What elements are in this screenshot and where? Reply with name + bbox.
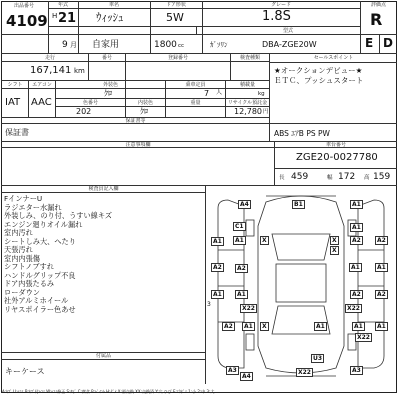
warranty-value: 保証書 [5, 128, 29, 137]
comment-line: 外装しみ、のり付、うすい線キズ [4, 211, 113, 220]
score-value: R [370, 10, 383, 29]
size-h-label: 高 [364, 175, 370, 181]
lot-number: 4109 [6, 12, 48, 30]
damage-mark: A1 [237, 291, 246, 298]
damage-mark: X [332, 237, 337, 244]
warranty-label: 保証書等 [125, 118, 146, 124]
year-label: 年式 [57, 2, 68, 8]
load-label: 積載量 [239, 82, 255, 88]
comment-line: ラジエター水漏れ [4, 202, 62, 212]
damage-mark: B1 [294, 201, 303, 208]
recycle-fee-unit: 円 [263, 109, 269, 115]
damage-mark: X [332, 247, 337, 254]
size-w-value: 172 [338, 172, 356, 182]
usage-value: 自家用 [92, 40, 120, 50]
mileage-label: 走行 [44, 55, 55, 61]
damage-mark: X [262, 323, 267, 330]
doors-label: ドア形状 [166, 2, 186, 8]
damage-mark: A1 [213, 238, 222, 245]
comment-line: ドア内張たるみ [4, 279, 55, 288]
chassis-label: 車台番号 [325, 142, 346, 148]
ac-label: エアコン [32, 82, 52, 88]
capacity-unit: 人 [216, 89, 223, 96]
size-h-value: 159 [373, 172, 391, 182]
damage-mark: X [262, 237, 267, 244]
capacity-label: 乗車定員 [185, 82, 206, 88]
damage-mark: X22 [298, 369, 311, 376]
damage-mark: A2 [352, 237, 361, 244]
model-value: DBA-ZGE20W [262, 40, 317, 49]
comment-line: リヤスポイラー色あせ [4, 304, 76, 314]
damage-mark: X22 [357, 334, 370, 341]
car-name: ｳｨｯｼｭ [96, 11, 124, 24]
damage-mark: A3 [352, 367, 361, 374]
damage-mark: X22 [242, 305, 255, 312]
size-l-value: 459 [291, 172, 309, 182]
shift-value: IAT [5, 97, 21, 108]
color-value: ｸﾛ [104, 89, 112, 98]
damage-mark: A1 [316, 323, 325, 330]
accessories-label: 付属品 [95, 353, 111, 359]
damage-mark: A4 [242, 373, 251, 380]
equipment-value: ABS ｴｱB PS PW [274, 129, 330, 138]
grade-value: 1.8S [262, 9, 291, 24]
sales-point-line: ★オークションデビュー★ [274, 66, 363, 75]
accessories-value: キーケース [5, 367, 45, 376]
damage-mark: U3 [313, 355, 323, 362]
damage-mark: A1 [352, 224, 361, 231]
chassis-value: ZGE20-0027780 [296, 152, 378, 163]
comment-line: ローダウン [4, 287, 40, 297]
damage-mark: A1 [352, 201, 361, 208]
comment-line: FインナーU [4, 194, 43, 203]
recycle-fee-label: リサイクル預託金 [227, 100, 268, 106]
load-unit: kg [258, 91, 265, 97]
score-label: 評価点 [370, 2, 386, 8]
class-value: E [365, 36, 374, 50]
color-no-value: 202 [76, 107, 92, 116]
notes-label: 注意事項欄 [125, 142, 151, 148]
year-value: 21 [58, 11, 77, 26]
mileage-unit: km [74, 67, 85, 75]
damage-mark: A1 [244, 323, 253, 330]
displacement-value: 1800 [154, 40, 177, 50]
comment-line: シートしみ大、へたり [4, 236, 76, 246]
damage-mark: A1 [351, 264, 360, 271]
damage-mark: A2 [377, 237, 386, 244]
reg-label: 登録番号 [167, 55, 188, 61]
doors-value: 5W [166, 11, 184, 24]
legend-footer: A:ｷｽﾞ U:ﾍｺﾐ B:ｷｽﾞ付ﾍｺﾐ W:ﾍｺﾐ修正 S:ｻﾋﾞ C:腐食 P:ﾍﾟｲﾝﾄ H:ﾀﾞﾒ X:要交換 XX:交換済 Y:穴 ひび E:ｴｸﾎﾞﾐ 1:小 2:中 3:大 [2, 389, 215, 394]
comment-line: 社外アルミホイール [4, 296, 69, 305]
damage-mark: C1 [235, 223, 244, 230]
displacement-unit: cc [178, 43, 185, 49]
divider [1, 359, 205, 360]
lot-label: 出品番号 [13, 3, 34, 9]
size-l-label: 長 [279, 175, 285, 181]
grade-label: グレード [270, 2, 291, 8]
damage-mark: A1 [235, 237, 244, 244]
damage-mark: A1 [377, 323, 386, 330]
damage-mark: A1 [213, 291, 222, 298]
damage-mark: A2 [213, 264, 222, 271]
recycle-label: 検査種類 [239, 55, 260, 61]
left-number: 3 [207, 301, 211, 308]
damage-mark: X22 [347, 305, 360, 312]
inspect-month: 9 [62, 40, 68, 50]
color-no-label: 色番号 [82, 100, 98, 106]
name-label: 車名 [108, 2, 119, 8]
damage-mark: A2 [224, 323, 233, 330]
damage-mark: A2 [377, 291, 386, 298]
comment-line: ハンドルグリップ不良 [4, 270, 76, 280]
sales-point-label: セールスポイント [313, 55, 354, 61]
damage-mark: A3 [228, 367, 237, 374]
interior-value: D [383, 36, 393, 50]
comment-line: 天張汚れ [4, 245, 33, 254]
damage-mark: A1 [354, 323, 363, 330]
size-w-label: 幅 [327, 175, 333, 181]
comment-line: 室内汚れ [4, 228, 33, 237]
number-label: 番号 [101, 55, 112, 61]
year-era: H [52, 12, 58, 20]
mileage-value: 167,141 [30, 65, 72, 76]
comment-line: シフトノブすれ [4, 262, 54, 271]
model-label: 型式 [282, 28, 293, 34]
int-color-value: ｸﾛ [140, 107, 148, 116]
inspection-label: 検査員記入欄 [88, 186, 119, 192]
capacity-value: 7 [204, 89, 210, 98]
fuel-value: ｶﾞｿﾘﾝ [210, 41, 228, 49]
sales-point-line: ＥＴＣ、プッシュスタート [274, 76, 364, 85]
shift-label: シフト [7, 82, 23, 88]
weight-label: 重量 [190, 100, 201, 106]
damage-mark: A1 [377, 264, 386, 271]
inspect-unit: 月 [70, 41, 77, 49]
comment-line: エンジン廻りオイル漏れ [4, 219, 83, 229]
damage-mark: A2 [237, 265, 246, 272]
ac-value: AAC [31, 97, 52, 108]
damage-mark: A4 [240, 201, 249, 208]
comment-line: 室内内張傷 [4, 253, 40, 263]
recycle-fee-value: 12,780 [234, 107, 262, 116]
int-color-label: 内装色 [137, 100, 153, 106]
damage-mark: A2 [352, 291, 361, 298]
color-label: 外装色 [102, 82, 118, 88]
